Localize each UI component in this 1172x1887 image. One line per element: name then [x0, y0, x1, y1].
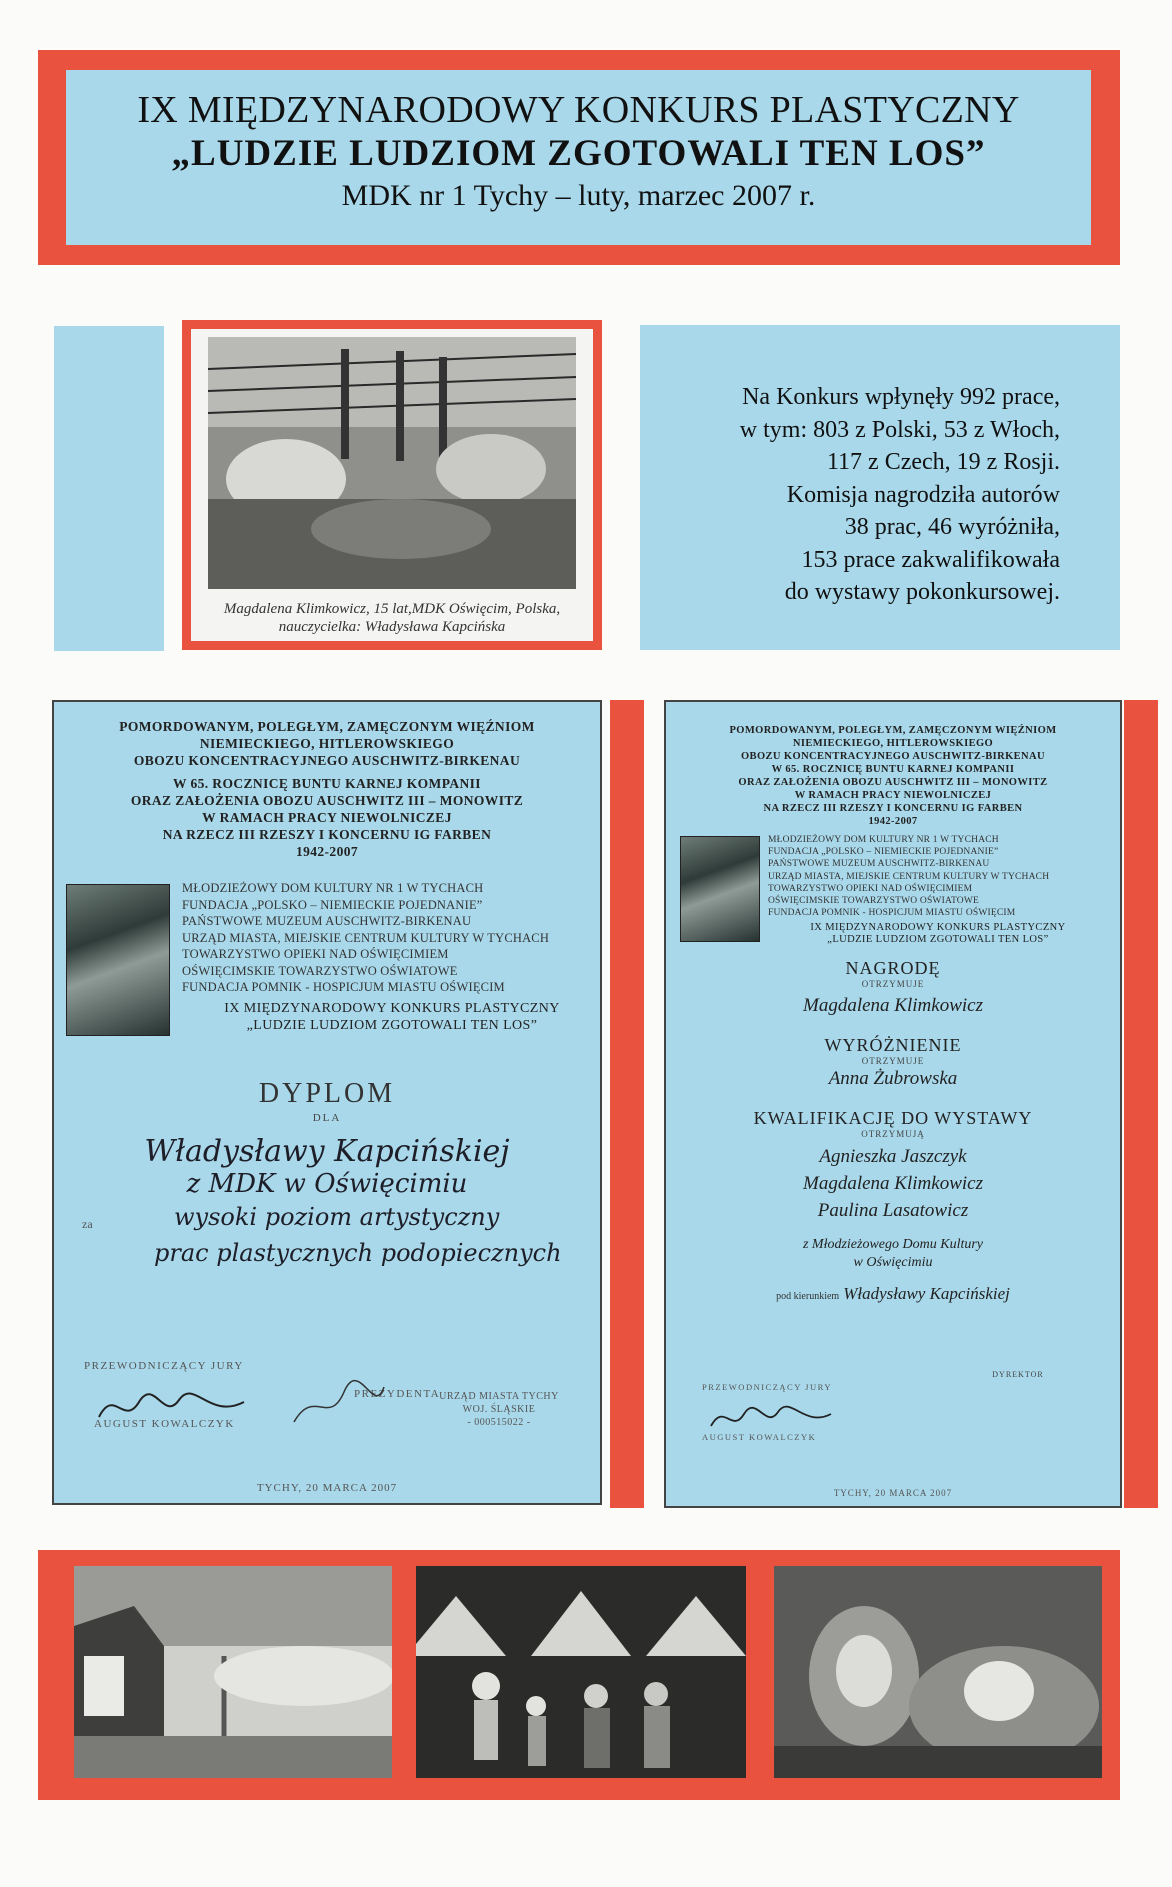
organizer: MŁODZIEŻOWY DOM KULTURY NR 1 W TYCHACH [182, 881, 484, 895]
organizer: FUNDACJA POMNIK - HOSPICJUM MIASTU OŚWIĘCIM [182, 980, 505, 994]
heading-line: POMORDOWANYM, POLEGŁYM, ZAMĘCZONYM WIĘŹNIOM [119, 719, 535, 734]
diploma-right-heading [666, 724, 1120, 828]
header-subtitle: „LUDZIE LUDZIOM ZGOTOWALI TEN LOS” [171, 133, 986, 174]
award-qualification-title: KWALIFIKACJĘ DO WYSTAWY [753, 1108, 1033, 1128]
organizer: FUNDACJA „POLSKO – NIEMIECKIE POJEDNANIE” [768, 847, 999, 858]
statistics-panel [640, 325, 1120, 650]
contest-line: IX MIĘDZYNARODOWY KONKURS PLASTYCZNY [810, 922, 1066, 933]
for-label: DLA [312, 1112, 342, 1124]
stamp-line: URZĄD MIASTA TYCHY [439, 1391, 559, 1402]
stats-line: 117 z Czech, 19 z Rosji. [826, 449, 1060, 475]
heading-line: OBOZU KONCENTRACYJNEGO AUSCHWITZ-BIRKENAU [740, 751, 1046, 762]
contest-line: „LUDZIE LUDZIOM ZGOTOWALI TEN LOS” [827, 934, 1049, 945]
za-label: za [82, 1217, 93, 1231]
supervisor [666, 1284, 1120, 1304]
organizer: OŚWIĘCIMSKIE TOWARZYSTWO OŚWIATOWE [182, 963, 458, 978]
jury-name: AUGUST KOWALCZYK [702, 1432, 817, 1442]
stats-line: Na Konkurs wpłynęły 992 prace, [742, 384, 1060, 410]
decorative-blue-strip [54, 326, 164, 651]
diploma-date: TYCHY, 20 MARCA 2007 [256, 1482, 398, 1494]
heading-line: OBOZU KONCENTRACYJNEGO AUSCHWITZ-BIRKENAU [133, 753, 521, 768]
memorial-graphic [66, 884, 170, 1036]
heading-line: W 65. ROCZNICĘ BUNTU KARNEJ KOMPANII [771, 764, 1015, 775]
artwork-caption-line2: nauczycielka: Władysława Kapcińska [278, 619, 506, 635]
award-distinction-label: OTRZYMUJE [861, 1056, 925, 1066]
heading-line: ORAZ ZAŁOŻENIA OBOZU AUSCHWITZ III – MONOWITZ [130, 793, 524, 808]
heading-line: W 65. ROCZNICĘ BUNTU KARNEJ KOMPANII [173, 776, 481, 791]
organizer: MŁODZIEŻOWY DOM KULTURY NR 1 W TYCHACH [768, 835, 999, 845]
supervisor-label: pod kierunkiem [776, 1291, 840, 1302]
qualified-name: Magdalena Klimkowicz [803, 1173, 983, 1194]
contest-name [768, 922, 1108, 946]
artwork-image [774, 1566, 1102, 1778]
stats-line: Komisja nagrodziła autorów [786, 481, 1060, 508]
reason-line1: wysoki poziom artystyczny [174, 1203, 500, 1231]
organizer: PAŃSTWOWE MUZEUM AUSCHWITZ-BIRKENAU [768, 859, 990, 870]
recipient-institution: z MDK w Oświęcimiu [186, 1169, 468, 1199]
artwork-caption [195, 600, 589, 636]
contest-line: IX MIĘDZYNARODOWY KONKURS PLASTYCZNY [224, 1001, 560, 1016]
diploma-right [664, 700, 1122, 1508]
stats-line: 38 prac, 46 wyróżniła, [844, 514, 1060, 540]
award-prize-name: Magdalena Klimkowicz [803, 995, 983, 1016]
heading-line: NIEMIECKIEGO, HITLEROWSKIEGO [199, 736, 455, 751]
jury-label: PRZEWODNICZĄCY JURY [702, 1382, 832, 1392]
organizer: TOWARZYSTWO OPIEKI NAD OŚWIĘCIMIEM [768, 883, 973, 894]
heading-line: W RAMACH PRACY NIEWOLNICZEJ [794, 790, 992, 801]
reason-line2: prac plastycznych podopiecznych [154, 1239, 562, 1267]
diploma-date: TYCHY, 20 MARCA 2007 [833, 1488, 953, 1498]
organizer: FUNDACJA POMNIK - HOSPICJUM MIASTU OŚWIĘCIM [768, 908, 1016, 919]
institution [666, 1236, 1120, 1272]
institution-line: w Oświęcimiu [853, 1255, 933, 1270]
heading-line: NA RZECZ III RZESZY I KONCERNU IG FARBEN [162, 827, 492, 842]
header-panel [66, 70, 1091, 245]
organizer: OŚWIĘCIMSKIE TOWARZYSTWO OŚWIATOWE [768, 896, 980, 907]
heading-line: W RAMACH PRACY NIEWOLNICZEJ [202, 810, 452, 825]
artwork-card [191, 329, 593, 641]
jury-label: PRZEWODNICZĄCY JURY [84, 1360, 244, 1372]
city-stamp [434, 1390, 564, 1429]
supervisor-name: Władysławy Kapcińskiej [843, 1284, 1010, 1303]
organizer: FUNDACJA „POLSKO – NIEMIECKIE POJEDNANIE” [182, 897, 483, 912]
heading-line: ORAZ ZAŁOŻENIA OBOZU AUSCHWITZ III – MONOWITZ [738, 777, 1048, 788]
qualified-names [666, 1143, 1120, 1224]
award-prize-label: OTRZYMUJE [861, 979, 925, 989]
heading-line: NA RZECZ III RZESZY I KONCERNU IG FARBEN [763, 803, 1023, 814]
heading-line: NIEMIECKIEGO, HITLEROWSKIEGO [792, 738, 994, 749]
header-place-date: MDK nr 1 Tychy – luty, marzec 2007 r. [341, 179, 816, 212]
director-stamp: DYREKTOR [992, 1370, 1044, 1379]
organizers-list [182, 880, 602, 996]
contest-name [182, 1000, 602, 1034]
stamp-line: - 000515022 - [467, 1417, 531, 1428]
diploma-left-heading [54, 718, 600, 860]
stats-line: do wystawy pokonkursowej. [784, 579, 1060, 605]
award-distinction-title: WYRÓŻNIENIE [824, 1035, 962, 1055]
decorative-red-bar [1124, 700, 1158, 1508]
artwork-image [416, 1566, 746, 1778]
organizer: URZĄD MIASTA, MIEJSKIE CENTRUM KULTURY W TYCHACH [182, 930, 550, 945]
memorial-graphic [680, 836, 760, 942]
header-title: IX MIĘDZYNARODOWY KONKURS PLASTYCZNY [137, 89, 1020, 131]
heading-line: 1942-2007 [295, 844, 359, 859]
qualified-name: Paulina Lasatowicz [817, 1200, 969, 1221]
organizer: TOWARZYSTWO OPIEKI NAD OŚWIĘCIMIEM [182, 947, 449, 961]
stats-line: 153 prace zakwalifikowała [801, 546, 1060, 573]
award-prize-title: NAGRODĘ [845, 958, 941, 978]
president-signature [284, 1377, 394, 1437]
organizers-list [768, 834, 1118, 919]
award-qualification-label: OTRZYMUJĄ [861, 1129, 925, 1139]
diploma-title: DYPLOM [258, 1078, 396, 1109]
recipient-name: Władysławy Kapcińskiej [144, 1134, 510, 1169]
contest-line: „LUDZIE LUDZIOM ZGOTOWALI TEN LOS” [246, 1018, 538, 1033]
stats-line: w tym: 803 z Polski, 53 z Włoch, [739, 416, 1060, 443]
award-distinction-name: Anna Żubrowska [828, 1068, 958, 1089]
organizer: PAŃSTWOWE MUZEUM AUSCHWITZ-BIRKENAU [182, 914, 472, 928]
president-label: PREZYDENTA [354, 1388, 441, 1400]
qualified-name: Agnieszka Jaszczyk [819, 1146, 967, 1167]
decorative-red-bar [610, 700, 644, 1508]
organizer: URZĄD MIASTA, MIEJSKIE CENTRUM KULTURY W TYCHACH [768, 871, 1050, 882]
jury-name: AUGUST KOWALCZYK [94, 1418, 235, 1430]
artwork-caption-line1: Magdalena Klimkowicz, 15 lat,MDK Oświęcim, Polska, [223, 601, 561, 617]
artwork-image [74, 1566, 392, 1778]
artwork-image [191, 329, 593, 641]
diploma-left [52, 700, 602, 1505]
institution-line: z Młodzieżowego Domu Kultury [802, 1237, 984, 1252]
heading-line: 1942-2007 [868, 816, 918, 827]
heading-line: POMORDOWANYM, POLEGŁYM, ZAMĘCZONYM WIĘŹNIOM [729, 725, 1057, 736]
stamp-line: WOJ. ŚLĄSKIE [462, 1404, 536, 1415]
